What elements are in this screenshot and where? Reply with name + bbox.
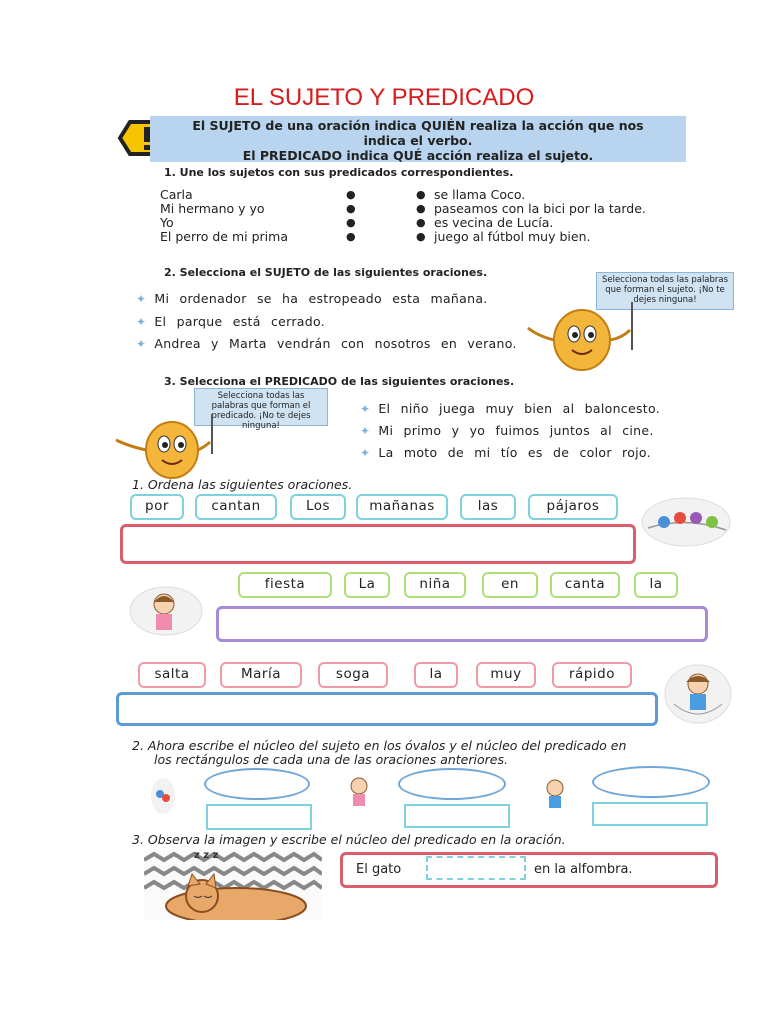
sentence-text: Andrea y Marta vendrán con nosotros en verano. bbox=[154, 336, 517, 351]
sentence-row[interactable] bbox=[136, 336, 517, 351]
sentence-row[interactable] bbox=[360, 423, 654, 438]
word-card[interactable]: María bbox=[220, 662, 302, 688]
word-card[interactable]: rápido bbox=[552, 662, 632, 688]
sentence-text: El parque está cerrado. bbox=[154, 314, 325, 329]
word-card[interactable]: las bbox=[460, 494, 516, 520]
potato-mascot-icon bbox=[520, 300, 640, 372]
word-card[interactable]: la bbox=[634, 572, 678, 598]
word-card[interactable]: Los bbox=[290, 494, 346, 520]
word-card[interactable]: niña bbox=[404, 572, 466, 598]
star-icon: ✦ bbox=[136, 315, 147, 329]
sleeping-cat-icon bbox=[144, 850, 322, 920]
zzz-label: z z z bbox=[194, 850, 219, 861]
predicate-item: se llama Coco. bbox=[434, 187, 526, 202]
match-dot[interactable]: ● bbox=[416, 202, 426, 215]
birds-icon bbox=[150, 776, 176, 816]
word-card[interactable]: salta bbox=[138, 662, 206, 688]
match-dot[interactable]: ● bbox=[416, 216, 426, 229]
definition-line: El SUJETO de una oración indica QUIÉN realiza la acción que nos bbox=[192, 118, 644, 133]
definition-box bbox=[150, 116, 686, 162]
nucleo-heading: 2. Ahora escribe el núcleo del sujeto en los óvalos y el núcleo del predicado en bbox=[132, 738, 627, 753]
jumping-girl-icon bbox=[540, 776, 570, 810]
exercise-2-heading: 2. Selecciona el SUJETO de las siguientes oraciones. bbox=[164, 266, 488, 279]
predicate-item: paseamos con la bici por la tarde. bbox=[434, 201, 646, 216]
jumping-girl-icon bbox=[664, 664, 732, 724]
sentence-row[interactable] bbox=[360, 401, 660, 416]
verb-blank-input[interactable] bbox=[426, 856, 526, 880]
exercise-3-heading: 3. Selecciona el PREDICADO de las siguientes oraciones. bbox=[164, 375, 515, 388]
subject-item: Carla bbox=[160, 187, 193, 202]
word-card[interactable]: La bbox=[344, 572, 390, 598]
sentence-text: Mi ordenador se ha estropeado esta mañana. bbox=[154, 291, 488, 306]
singing-girl-icon bbox=[128, 586, 204, 636]
word-card[interactable]: cantan bbox=[195, 494, 277, 520]
nucleo-heading-cont: los rectángulos de cada una de las oraciones anteriores. bbox=[154, 752, 508, 767]
answer-box[interactable] bbox=[216, 606, 708, 642]
sentence-row[interactable] bbox=[136, 291, 488, 306]
sentence-row[interactable] bbox=[136, 314, 325, 329]
predicate-item: juego al fútbol muy bien. bbox=[434, 229, 591, 244]
predicate-nucleus-rect[interactable] bbox=[404, 804, 510, 828]
star-icon: ✦ bbox=[136, 292, 147, 306]
page-title: EL SUJETO Y PREDICADO bbox=[233, 84, 535, 111]
match-dot[interactable]: ● bbox=[346, 188, 356, 201]
definition-line: El PREDICADO indica QUÉ acción realiza el sujeto. bbox=[242, 148, 594, 163]
subject-item: El perro de mi prima bbox=[160, 229, 288, 244]
match-dot[interactable]: ● bbox=[416, 188, 426, 201]
word-card[interactable]: la bbox=[414, 662, 458, 688]
subject-item: Yo bbox=[160, 215, 174, 230]
word-card[interactable]: en bbox=[482, 572, 538, 598]
speech-bubble: Selecciona todas las palabras que forman el sujeto. ¡No te dejes ninguna! bbox=[596, 272, 734, 310]
potato-mascot-icon bbox=[112, 414, 222, 480]
word-card[interactable]: fiesta bbox=[238, 572, 332, 598]
match-dot[interactable]: ● bbox=[416, 230, 426, 243]
match-dot[interactable]: ● bbox=[346, 230, 356, 243]
word-card[interactable]: mañanas bbox=[356, 494, 448, 520]
sentence-text: La moto de mi tío es de color rojo. bbox=[378, 445, 651, 460]
word-card[interactable]: pájaros bbox=[528, 494, 618, 520]
predicate-nucleus-rect[interactable] bbox=[592, 802, 708, 826]
sentence-start: El gato bbox=[356, 862, 402, 877]
star-icon: ✦ bbox=[360, 402, 371, 416]
predicate-item: es vecina de Lucía. bbox=[434, 215, 554, 230]
match-dot[interactable]: ● bbox=[346, 202, 356, 215]
subject-nucleus-oval[interactable] bbox=[398, 768, 506, 800]
subject-nucleus-oval[interactable] bbox=[204, 768, 310, 800]
sentence-text: Mi primo y yo fuimos juntos al cine. bbox=[378, 423, 654, 438]
word-card[interactable]: por bbox=[130, 494, 184, 520]
speech-bubble: Selecciona todas las palabras que forman el predicado. ¡No te dejes ninguna! bbox=[194, 388, 328, 426]
word-card[interactable]: soga bbox=[318, 662, 388, 688]
word-card[interactable]: canta bbox=[550, 572, 620, 598]
predicate-nucleus-rect[interactable] bbox=[206, 804, 312, 830]
star-icon: ✦ bbox=[136, 337, 147, 351]
match-dot[interactable]: ● bbox=[346, 216, 356, 229]
sentence-text: El niño juega muy bien al baloncesto. bbox=[378, 401, 660, 416]
birds-icon bbox=[640, 496, 732, 548]
sentence-row[interactable] bbox=[360, 445, 651, 460]
word-card[interactable]: muy bbox=[476, 662, 536, 688]
sentence-end: en la alfombra. bbox=[534, 862, 633, 877]
singing-girl-icon bbox=[344, 774, 374, 808]
subject-nucleus-oval[interactable] bbox=[592, 766, 710, 798]
answer-box[interactable] bbox=[116, 692, 658, 726]
star-icon: ✦ bbox=[360, 424, 371, 438]
order-heading: 1. Ordena las siguientes oraciones. bbox=[132, 477, 353, 492]
answer-box[interactable] bbox=[120, 524, 636, 564]
subject-item: Mi hermano y yo bbox=[160, 201, 265, 216]
exercise-1-heading: 1. Une los sujetos con sus predicados correspondientes. bbox=[164, 166, 514, 179]
observa-heading: 3. Observa la imagen y escribe el núcleo del predicado en la oración. bbox=[132, 832, 566, 847]
star-icon: ✦ bbox=[360, 446, 371, 460]
definition-line: indica el verbo. bbox=[363, 133, 473, 148]
